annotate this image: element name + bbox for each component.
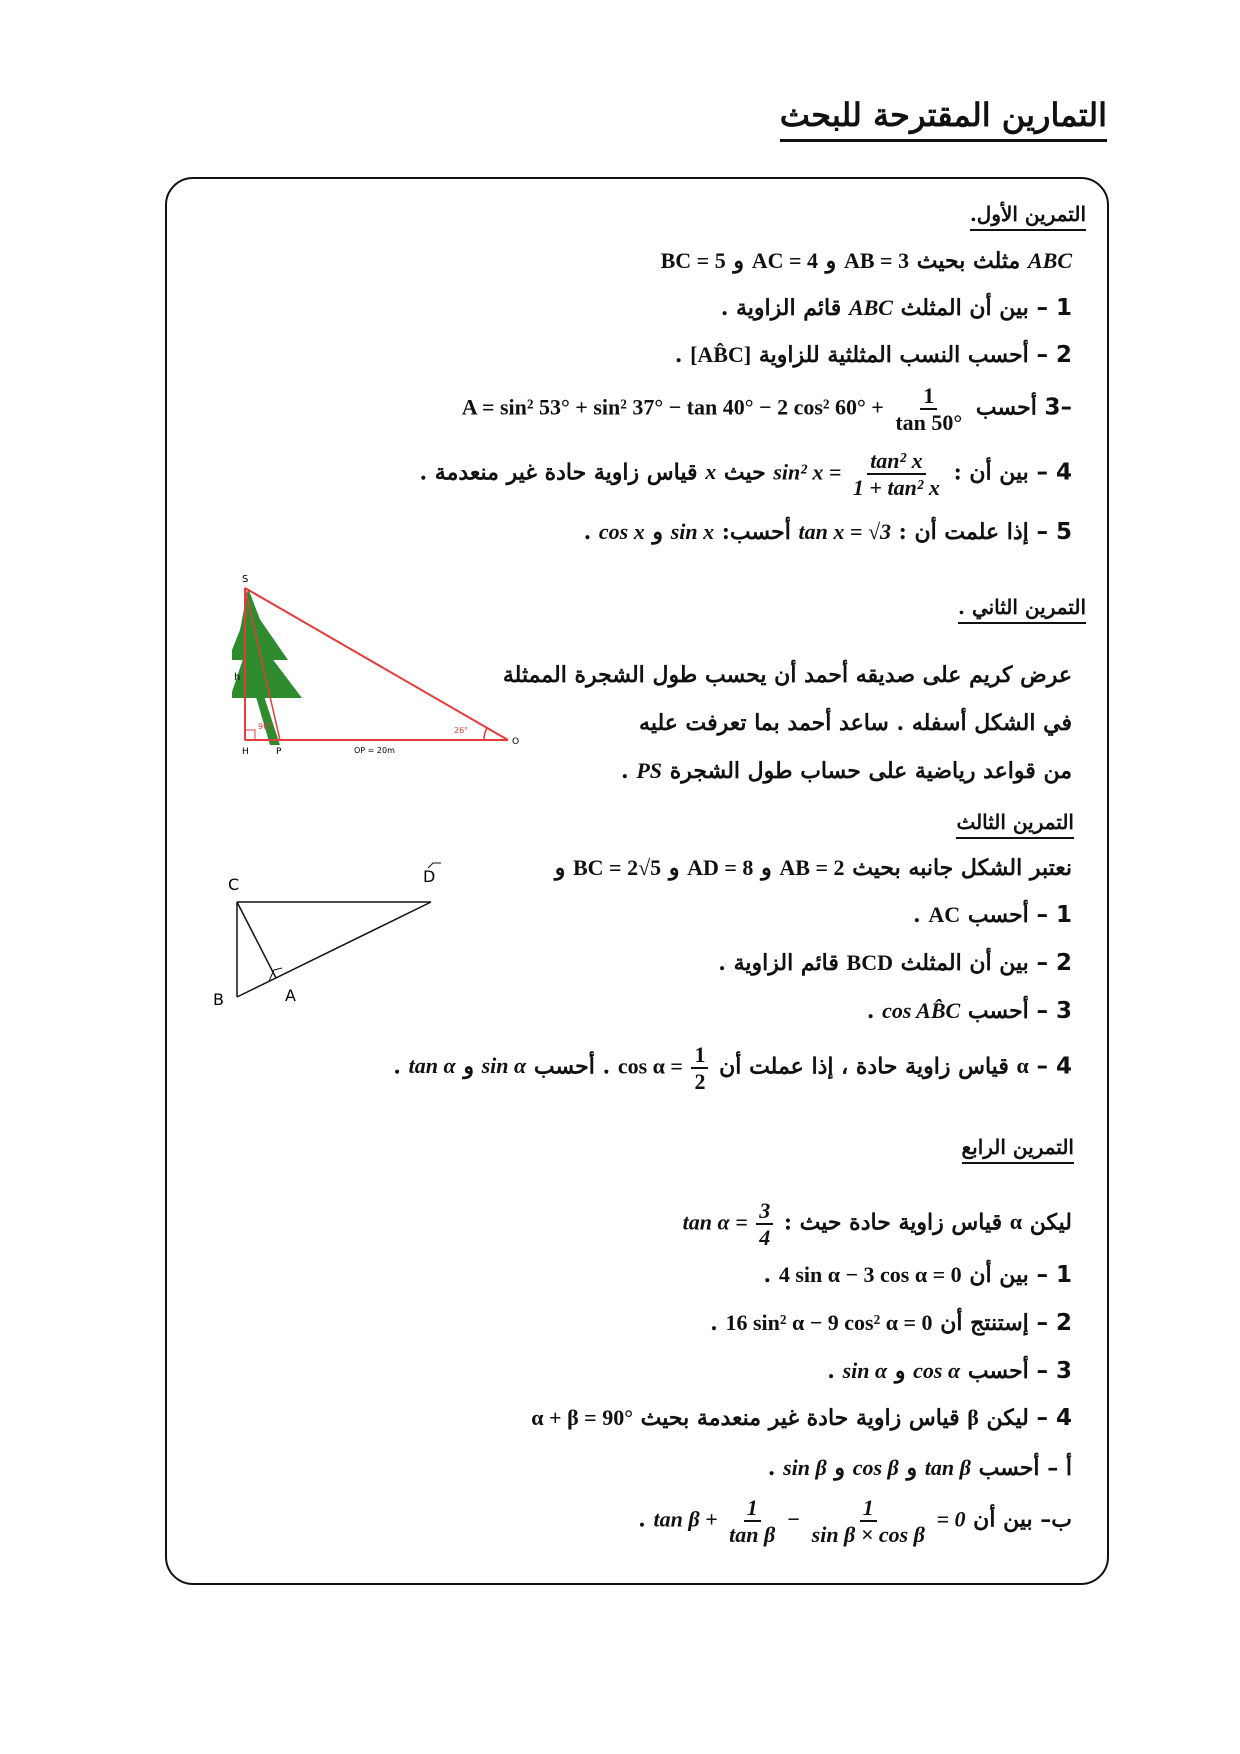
segment-ca [237,902,276,978]
ex4-q3-cos: cos α [913,1358,961,1383]
ex4-qa-cos: cos β [852,1455,899,1480]
ex4-qb-zero: 0 = [936,1506,966,1532]
ex3-question-3 [867,998,1072,1024]
ex4-alpha: α [1009,1209,1023,1235]
ex1-q3-expression [462,383,968,436]
ex1-bc: BC = 5 [660,248,726,273]
ex4-q1-text: بين أن [969,1262,1029,1288]
ex3-q4-text: قياس زاوية حادة ، إذا عملت أن [719,1053,1009,1080]
ex4-q4-number: 4 – [1036,1405,1072,1431]
ex4-q3-number: 3 – [1036,1358,1072,1384]
ex1-q4-frac-denominator: 1 + tan² x [852,475,940,501]
ex1-q3-expression-main: A = sin² 53° + sin² 37° − tan 40° − 2 cos² 60° + [461,394,884,420]
ex1-q4-x: x [705,459,717,485]
ex2-line-3-text: من قواعد رياضية على حساب طول الشجرة [669,758,1072,784]
ex4-qb-f1-numerator: 1 [860,1495,877,1522]
ex1-q2-dot: . [674,342,683,368]
ex1-q4-number: 4 – [1036,459,1072,486]
ex4-tan-numerator: 3 [756,1198,773,1225]
ex3-q4-sin: sin α [481,1053,527,1079]
ex1-triangle-name: ABC [1027,248,1072,273]
ex1-q5-number: 5 – [1036,519,1072,545]
ex4-q3-dot: . [827,1358,835,1384]
ex3-q1-dot: . [913,902,921,928]
ex4-q1-expression: 4 sin α − 3 cos α = 0 [778,1262,962,1287]
ex1-question-5 [584,519,1072,545]
ex4-q2-text: إستنتج أن [940,1310,1029,1336]
ex1-q1-number: 1 – [1036,295,1072,321]
ex3-intro-text: نعتبر الشكل جانبه بحيث [852,855,1072,881]
ex1-q4-where: حيث [723,459,766,486]
ex1-ab: AB = 3 [843,248,910,273]
ex4-q4-expression: α + β = 90° [531,1405,633,1430]
ex1-intro-text: مثلث بحيث [916,248,1021,274]
ex1-q2-text: أحسب النسب المثلثية للزاوية [758,342,1029,368]
ex4-question-4b [638,1495,1072,1548]
ex3-q1-number: 1 – [1036,902,1072,928]
ex4-qb-plus: tan β + [653,1506,718,1532]
label-s: S [242,574,249,585]
label-angle-o: 26° [454,726,469,735]
ex4-question-4 [531,1405,1072,1431]
ex4-qb-f2-denominator: tan β [729,1522,776,1548]
right-angle-mark [245,730,255,740]
ex3-q2-triangle: BCD [846,950,893,975]
ex3-q4-frac-denominator: 2 [694,1069,706,1095]
ex1-question-2 [675,342,1072,368]
ex4-tan [683,1198,777,1251]
triangle-bcd-figure [205,860,450,1015]
ex1-q4-text: بين أن : [953,459,1029,486]
hypotenuse-segment [245,588,508,740]
ex3-intro [555,855,1072,881]
ex1-q3-number: –3 [1044,394,1072,421]
ex1-q3-text: أحسب [975,394,1037,421]
tree-triangle-figure [232,570,522,755]
ex1-q4-text-end: قياس زاوية حادة غير منعدمة . [419,459,698,486]
ex3-q2-text: بين أن المثلث [900,950,1029,976]
ex3-q4-cos-lhs: cos α = [617,1053,683,1079]
ex1-q4-fraction [850,448,943,501]
ex4-q1-dot: . [763,1262,772,1288]
ex1-q5-compute: أحسب: [721,519,791,545]
ex1-and: و [733,248,745,274]
ex1-q2-angle: [AB̂C] [690,342,752,367]
ex4-q3-sin: sin α [842,1358,888,1383]
ex1-q5-text: إذا علمت أن : [898,519,1029,545]
ex4-qa-dot: . [767,1455,776,1481]
ex4-qb-fraction-sincos [809,1495,928,1548]
ex4-qa-tan: tan β [924,1455,971,1480]
exercise-4-title: التمرين الرابع [962,1135,1075,1164]
label-b: B [213,990,224,1009]
ex1-ac: AC = 4 [751,248,818,273]
ex1-q5-cos: cos x [598,519,645,544]
ex4-qb-f2-numerator: 1 [744,1495,761,1522]
ex4-qb-identity [654,1495,966,1548]
ex3-q4-dot: . [393,1053,401,1080]
ex3-q3-number: 3 – [1036,998,1072,1024]
ex1-q5-expression: tan x = √3 [798,519,891,544]
label-h: h [234,672,241,683]
segment-bd [237,902,431,997]
ex3-q1-ac: AC [928,902,961,927]
ex4-question-1 [763,1262,1072,1288]
ex4-question-2 [710,1310,1072,1336]
label-d: D [423,867,436,886]
ex3-q4-fraction [691,1042,708,1095]
ex4-intro-text-2: قياس زاوية حادة حيث : [783,1209,1003,1236]
ex3-and: و [761,855,772,881]
ex4-q3-and: و [894,1358,906,1384]
ex3-ab: AB = 2 [779,855,845,880]
ex3-q3-dot: . [866,998,875,1024]
ex2-ps: PS [636,758,663,783]
ex2-line-3 [621,758,1072,784]
label-a: A [285,986,296,1005]
ex3-ad: AD = 8 [687,855,754,880]
ex3-q4-alpha: α [1016,1053,1029,1079]
label-angle-right: 90° [258,722,273,731]
ex2-line-2: في الشكل أسفله . ساعد أحمد بما تعرفت عليه [639,710,1072,736]
ex3-q4-number: 4 – [1036,1053,1072,1080]
ex3-and: و [554,855,566,881]
ex1-q4-frac-numerator: tan² x [867,448,925,475]
label-c: C [228,875,240,894]
ex1-q1-triangle: ABC [848,295,893,320]
ex4-tan-lhs: tan α = [682,1209,748,1235]
ex4-q4-text-2: قياس زاوية حادة غير منعدمة بحيث [640,1405,960,1431]
ex1-q5-dot: . [583,519,592,545]
ex3-q1-text: أحسب [967,902,1029,928]
ex4-qb-dot: . [638,1506,646,1533]
ex4-qb-f1-denominator: sin β × cos β [811,1522,925,1548]
ex4-question-4a [768,1455,1072,1481]
label-p: P [276,747,282,755]
ex4-question-3 [827,1358,1072,1384]
ex1-q4-identity [773,448,946,501]
ex4-qa-text: أحسب [978,1455,1040,1481]
label-h-base: H [242,747,249,755]
page-title: التمارين المقترحة للبحث [780,96,1107,142]
ex1-question-4 [419,448,1072,501]
ex4-qb-minus: − [786,1506,801,1532]
ex1-q1-text: بين أن المثلث [900,295,1029,321]
ex3-and: و [668,855,680,881]
ex3-question-2 [718,950,1072,976]
ex3-question-4 [393,1042,1072,1095]
ex1-q3-frac-denominator: tan 50° [895,410,963,436]
exercise-3-title: التمرين الثالث [956,810,1074,839]
ex4-qb-fraction-tan [726,1495,778,1548]
ex3-q3-expression: cos AB̂C [882,998,961,1023]
ex4-intro [683,1198,1072,1251]
ex3-q4-tan: tan α [408,1053,456,1079]
ex4-q2-dot: . [710,1310,718,1336]
ex1-q1-text-end: قائم الزاوية . [720,295,842,321]
ex4-tan-denominator: 4 [759,1225,771,1251]
ex3-q4-compute: . أحسب [533,1053,611,1080]
ex1-q3-fraction [892,383,965,436]
ex4-q2-expression: 16 sin² α − 9 cos² α = 0 [725,1310,933,1335]
label-o: O [512,737,520,747]
ex1-question-1 [721,295,1072,321]
ex4-qa-and: و [834,1455,846,1481]
right-angle-mark-a [269,968,282,981]
label-op: OP = 20m [354,746,395,755]
ex4-tan-fraction [756,1198,773,1251]
ex4-qa-and: و [906,1455,918,1481]
ex1-q5-sin: sin x [670,519,715,544]
exercise-2-title: التمرين الثاني . [958,595,1086,624]
ex4-qa-label: أ – [1047,1455,1072,1481]
ex3-q2-text-end: قائم الزاوية . [718,950,839,976]
ex4-qb-label: ب– [1040,1506,1072,1533]
ex2-line-1: عرض كريم على صديقه أحمد أن يحسب طول الشجرة الممثلة [502,662,1072,688]
angle-o-arc [484,728,487,740]
ex3-q3-text: أحسب [967,998,1029,1024]
ex3-q4-cos [618,1042,712,1095]
ex3-q4-frac-numerator: 1 [691,1042,708,1069]
ex4-q3-text: أحسب [967,1358,1029,1384]
ex1-q4-lhs: sin² x = [773,459,842,485]
ex4-q4-beta: β [967,1405,979,1430]
ex1-q5-and: و [652,519,664,545]
exercise-1-title: التمرين الأول. [970,202,1086,231]
ex1-and: و [825,248,837,274]
ex4-q4-text: ليكن [986,1405,1029,1431]
ex4-qb-text: بين أن [973,1506,1033,1533]
ex4-qa-sin: sin β [783,1455,827,1480]
ex4-intro-text: ليكن [1029,1209,1072,1236]
ex3-bc: BC = 2√5 [572,855,662,880]
ex3-question-1 [913,902,1072,928]
ex1-question-3 [462,383,1072,436]
ex3-q2-number: 2 – [1036,950,1072,976]
ex2-dot: . [621,758,629,784]
ex4-q2-number: 2 – [1036,1310,1072,1336]
ex4-q1-number: 1 – [1036,1262,1072,1288]
ex1-q2-number: 2 – [1036,342,1072,368]
ex3-q4-and: و [463,1053,474,1080]
ex1-intro [661,248,1072,274]
ex1-q3-frac-numerator: 1 [920,383,937,410]
